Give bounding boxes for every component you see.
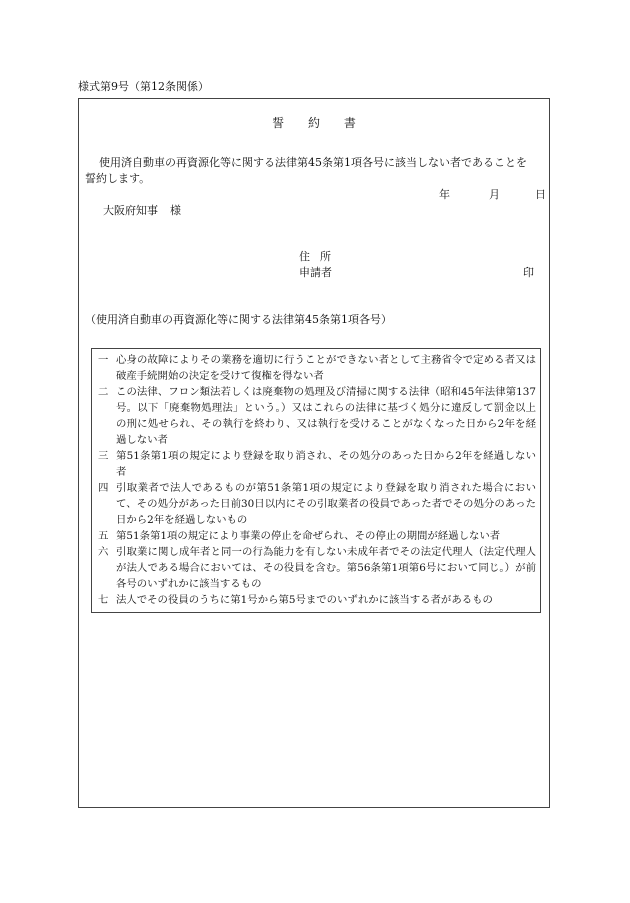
address-label-char-1: 住 (299, 250, 310, 263)
item-number: 一 (98, 354, 109, 366)
item-number: 四 (98, 482, 109, 494)
list-item (96, 544, 536, 592)
addressee-honorific: 様 (170, 204, 181, 217)
item-text: 第51条第1項の規定により事業の停止を命ぜられ、その停止の期間が経過しない者 (116, 530, 501, 542)
list-item (96, 592, 536, 608)
list-item (96, 480, 536, 528)
addressee (103, 203, 181, 219)
list-item (96, 448, 536, 480)
pledge-statement (85, 155, 541, 187)
item-number: 二 (98, 386, 109, 398)
date-month-label: 月 (489, 188, 500, 201)
date-row (439, 187, 544, 203)
item-text: 第51条第1項の規定により登録を取り消され、その処分のあった日から2年を経過しない者 (116, 450, 536, 478)
title-char-3: 書 (343, 116, 356, 130)
address-label-char-2: 所 (320, 250, 331, 263)
date-day-label: 日 (535, 188, 546, 201)
form-number: 様式第9号（第12条関係） (78, 80, 209, 93)
list-item (96, 352, 536, 384)
list-item (96, 528, 536, 544)
addressee-name: 大阪府知事 (103, 204, 158, 217)
seal-mark: 印 (523, 266, 534, 279)
applicant-label: 申請者 (299, 266, 332, 279)
title-char-1: 誓 (272, 116, 285, 130)
item-text: 法人でその役員のうちに第1号から第5号までのいずれかに該当する者があるもの (116, 594, 493, 606)
item-number: 六 (98, 546, 109, 558)
item-number: 三 (98, 450, 109, 462)
item-text: 引取業に関し成年者と同一の行為能力を有しない未成年者でその法定代理人（法定代理人が法人である場合においては、その役員を含む。第56条第1項第6号において同じ。）が前各号のいずれかに該当するもの (116, 546, 536, 590)
date-year-label: 年 (439, 188, 450, 201)
document-title (79, 115, 549, 131)
item-text: この法律、フロン類法若しくは廃棄物の処理及び清掃に関する法律（昭和45年法律第137号。以下「廃棄物処理法」という。）又はこれらの法律に基づく処分に違反して罰金以上の刑に処せられ、その執行を終わり、又は執行を受けることがなくなった日から2年を経過しない者 (116, 386, 536, 446)
address-label (299, 249, 331, 265)
pledge-line-2: 誓約します。 (85, 172, 151, 185)
item-text: 引取業者で法人であるものが第51条第1項の規定により登録を取り消された場合において、その処分があった日前30日以内にその引取業者の役員であった者でその処分のあった日から2年を経過しないもの (116, 482, 536, 526)
pledge-line-1: 使用済自動車の再資源化等に関する法律第45条第1項各号に該当しない者であることを (99, 156, 527, 169)
title-char-2: 約 (307, 116, 320, 130)
list-item (96, 384, 536, 448)
disqualification-items-box (91, 348, 541, 613)
item-number: 五 (98, 530, 109, 542)
item-number: 七 (98, 594, 109, 606)
pledge-form-frame (78, 98, 550, 808)
item-text: 心身の故障によりその業務を適切に行うことができない者として主務省令で定める者又は破産手続開始の決定を受けて復権を得ない者 (116, 354, 536, 382)
list-caption: （使用済自動車の再資源化等に関する法律第45条第1項各号） (85, 313, 392, 326)
